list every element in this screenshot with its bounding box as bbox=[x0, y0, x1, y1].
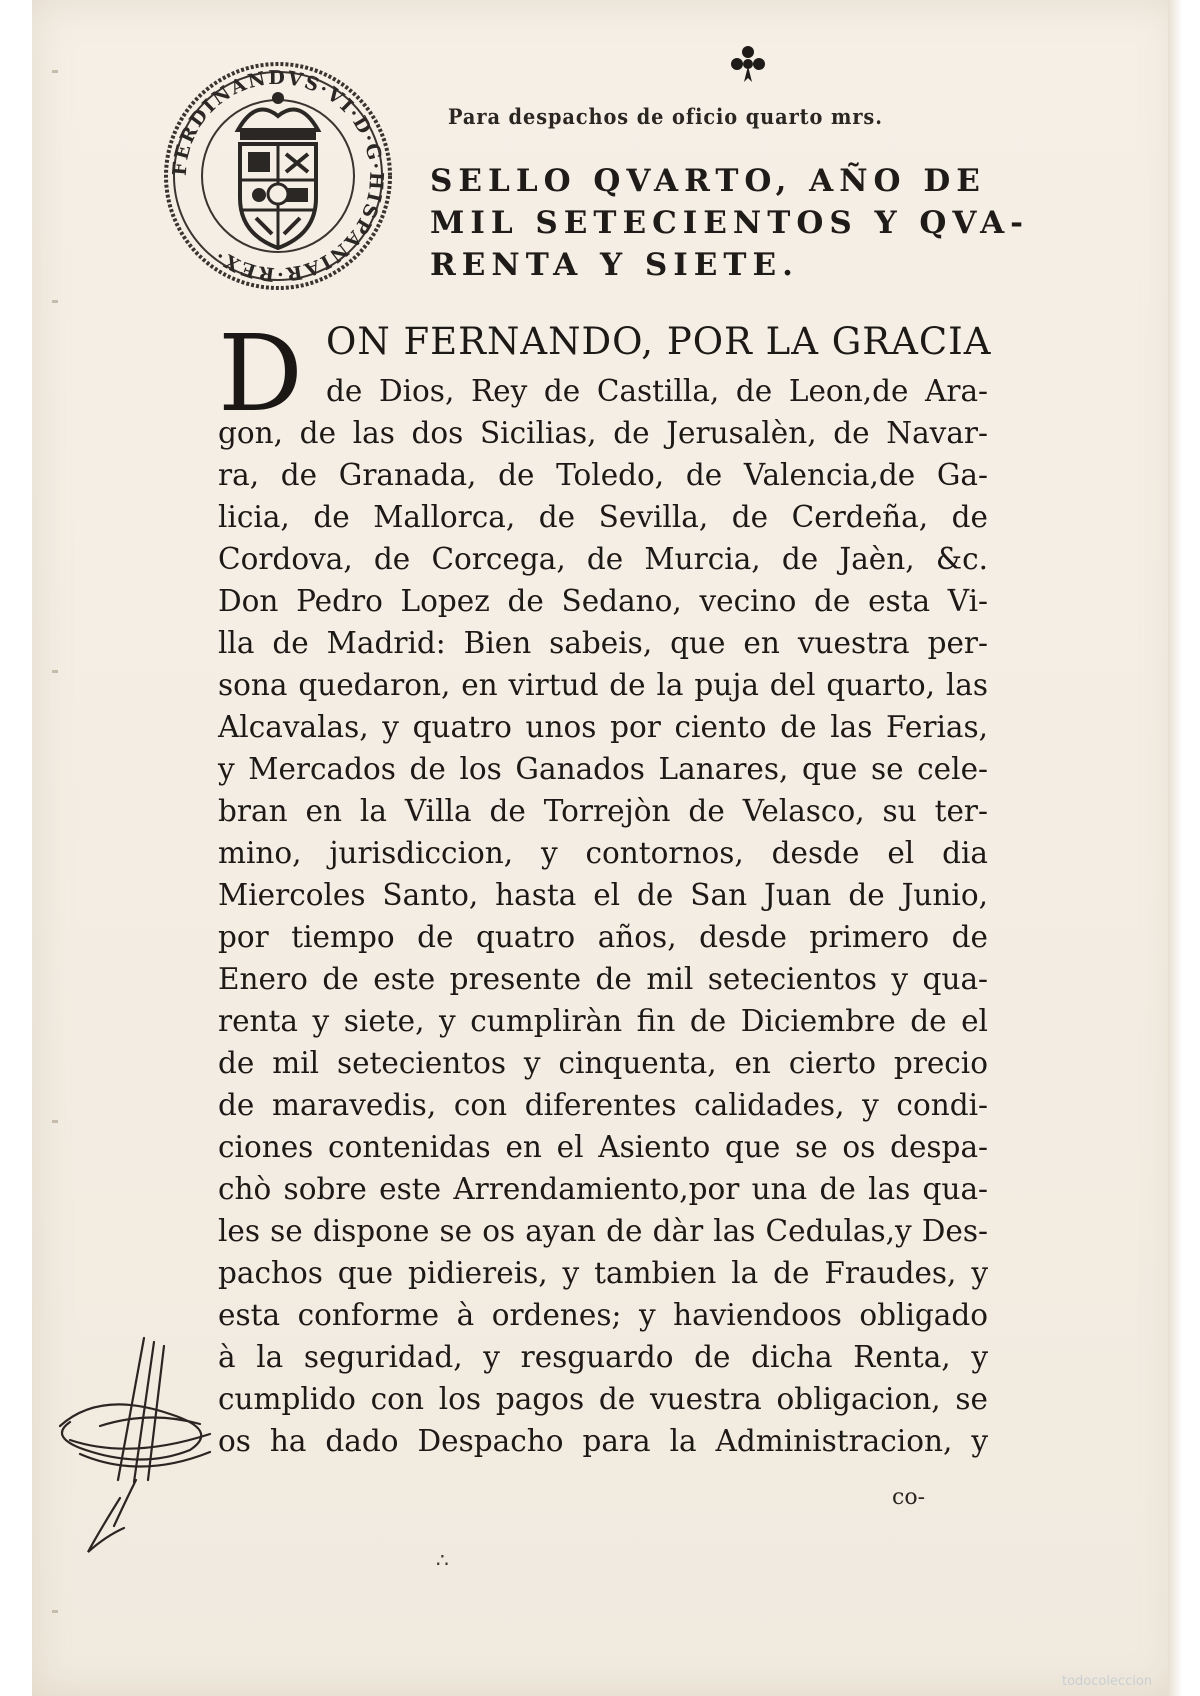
crown-icon bbox=[238, 92, 318, 140]
text-line: sona quedaron, en virtud de la puja del quarto, las bbox=[218, 668, 988, 702]
stamp-title-line: RENTA Y SIETE. bbox=[430, 247, 799, 283]
text-line: mino, jurisdiccion, y contornos, desde el dia bbox=[218, 836, 988, 870]
text-line: ciones contenidas en el Asiento que se os despa- bbox=[218, 1130, 988, 1164]
stamp-title bbox=[430, 160, 1090, 286]
margin-mark bbox=[52, 70, 58, 73]
text-line: ra, de Granada, de Toledo, de Valencia,de Ga- bbox=[218, 458, 988, 492]
watermark-text: todocoleccion bbox=[1062, 1674, 1153, 1689]
text-line: Miercoles Santo, hasta el de San Juan de Junio, bbox=[218, 878, 988, 912]
text-line: licia, de Mallorca, de Sevilla, de Cerdeña, de bbox=[218, 500, 988, 534]
margin-mark bbox=[52, 300, 58, 303]
handwritten-rubric-signature bbox=[40, 1330, 230, 1560]
catchword: co- bbox=[892, 1485, 925, 1510]
drop-cap: D bbox=[218, 312, 303, 435]
text-line: os ha dado Despacho para la Administracion, y bbox=[218, 1424, 988, 1458]
text-line: esta conforme à ordenes; y haviendoos obligado bbox=[218, 1298, 988, 1332]
stamp-title-line: MIL SETECIENTOS Y QVA- bbox=[430, 205, 1029, 241]
text-line: Don Pedro Lopez de Sedano, vecino de esta Vi- bbox=[218, 584, 988, 618]
text-line: por tiempo de quatro años, desde primero de bbox=[218, 920, 988, 954]
text-line: Alcavalas, y quatro unos por ciento de las Ferias, bbox=[218, 710, 988, 744]
text-line: de Dios, Rey de Castilla, de Leon,de Ara- bbox=[326, 374, 988, 408]
text-line: de maravedis, con diferentes calidades, y condi- bbox=[218, 1088, 988, 1122]
text-line: les se dispone se os ayan de dàr las Cedulas,y Des- bbox=[218, 1214, 988, 1248]
stamp-title-line: SELLO QVARTO, AÑO DE bbox=[430, 163, 986, 199]
margin-mark bbox=[52, 1610, 58, 1613]
body-text bbox=[218, 370, 988, 1462]
margin-mark bbox=[52, 670, 58, 673]
text-line: bran en la Villa de Torrejòn de Velasco, su ter- bbox=[218, 794, 988, 828]
margin-mark bbox=[52, 1120, 58, 1123]
text-line: lla de Madrid: Bien sabeis, que en vuestra per- bbox=[218, 626, 988, 660]
page-edge bbox=[1168, 0, 1182, 1696]
fleuron-ornament-icon bbox=[726, 42, 770, 86]
seal-legend: FERDINANDVS·VI·D·G·HISPANIAR·REX· bbox=[168, 66, 388, 286]
text-line: Cordova, de Corcega, de Murcia, de Jaèn, &c. bbox=[218, 542, 988, 576]
text-line: pachos que pidiereis, y tambien la de Fraudes, y bbox=[218, 1256, 988, 1290]
stamp-note: Para despachos de oficio quarto mrs. bbox=[448, 104, 883, 129]
royal-seal-stamp bbox=[160, 58, 396, 294]
document-heading: ON FERNANDO, POR LA GRACIA bbox=[326, 320, 992, 363]
text-line: chò sobre este Arrendamiento,por una de las qua- bbox=[218, 1172, 988, 1206]
text-line: à la seguridad, y resguardo de dicha Renta, y bbox=[218, 1340, 988, 1374]
text-line: Enero de este presente de mil setecientos y qua- bbox=[218, 962, 988, 996]
text-line: renta y siete, y cumpliràn fin de Diciembre de el bbox=[218, 1004, 988, 1038]
coat-of-arms-icon bbox=[240, 144, 316, 248]
text-line: cumplido con los pagos de vuestra obligacion, se bbox=[218, 1382, 988, 1416]
text-line: gon, de las dos Sicilias, de Jerusalèn, de Navar- bbox=[218, 416, 988, 450]
footer-ornament: ∴ bbox=[436, 1548, 449, 1572]
text-line: de mil setecientos y cinquenta, en cierto precio bbox=[218, 1046, 988, 1080]
text-line: y Mercados de los Ganados Lanares, que se cele- bbox=[218, 752, 988, 786]
